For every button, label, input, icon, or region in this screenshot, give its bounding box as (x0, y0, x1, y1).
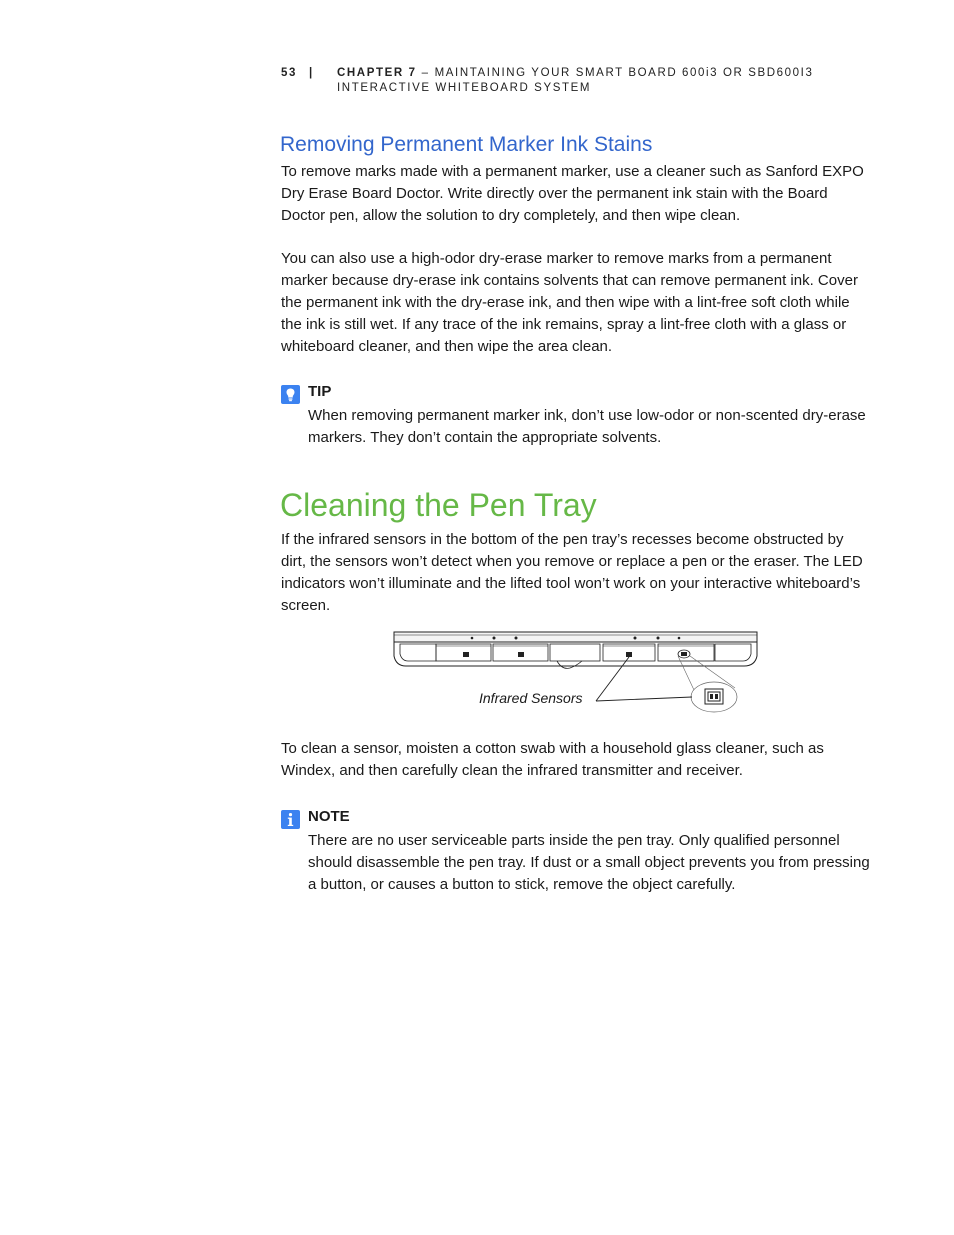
tip-label: TIP (308, 383, 332, 400)
header-separator: | (309, 67, 314, 79)
page-number: 53 (281, 67, 297, 79)
figure-caption: Infrared Sensors (479, 690, 583, 706)
note-text: There are no user serviceable parts inside the pen tray. Only qualified personnel should disassemble the pen tray. If dust or a small object prevents you from pressing a button, or causes a button to stick, remove the object carefully. (308, 832, 870, 893)
section-heading-marker-stains: Removing Permanent Marker Ink Stains (280, 133, 653, 156)
lightbulb-icon (281, 385, 300, 404)
running-header (281, 66, 813, 96)
note-label: NOTE (308, 808, 350, 825)
chapter-dash: – (421, 67, 430, 79)
section-heading-pen-tray: Cleaning the Pen Tray (280, 487, 597, 523)
chapter-label: CHAPTER 7 (337, 67, 417, 79)
paragraph: To remove marks made with a permanent marker, use a cleaner such as Sanford EXPO Dry Erase Board Doctor. Write directly over the permanent ink stain with the Board Doctor pen, allow the solution to dry completely, and then wipe clean. (281, 163, 864, 224)
chapter-title-line2: INTERACTIVE WHITEBOARD SYSTEM (337, 82, 592, 94)
tip-text: When removing permanent marker ink, don’t use low-odor or non-scented dry-erase markers. They don’t contain the appropriate solvents. (308, 407, 866, 446)
chapter-title-line1: MAINTAINING YOUR SMART BOARD 600i3 OR SBD600I3 (434, 67, 814, 79)
paragraph: If the infrared sensors in the bottom of the pen tray’s recesses become obstructed by dirt, the sensors won’t detect when you remove or replace a pen or the eraser. The LED indicators won’t illuminate and the lifted tool won’t work on your interactive whiteboard’s screen. (281, 531, 863, 614)
paragraph: You can also use a high-odor dry-erase marker to remove marks from a permanent marker because dry-erase ink contains solvents that can remove permanent ink. Cover the permanent ink with the dry-erase ink, and then wipe with a lint-free soft cloth while the ink is still wet. If any trace of the ink remains, spray a lint-free cloth with a glass or whiteboard cleaner, and then wipe the area clean. (281, 250, 858, 355)
paragraph: To clean a sensor, moisten a cotton swab with a household glass cleaner, such as Windex, and then carefully clean the infrared transmitter and receiver. (281, 740, 824, 779)
info-icon (281, 810, 300, 829)
